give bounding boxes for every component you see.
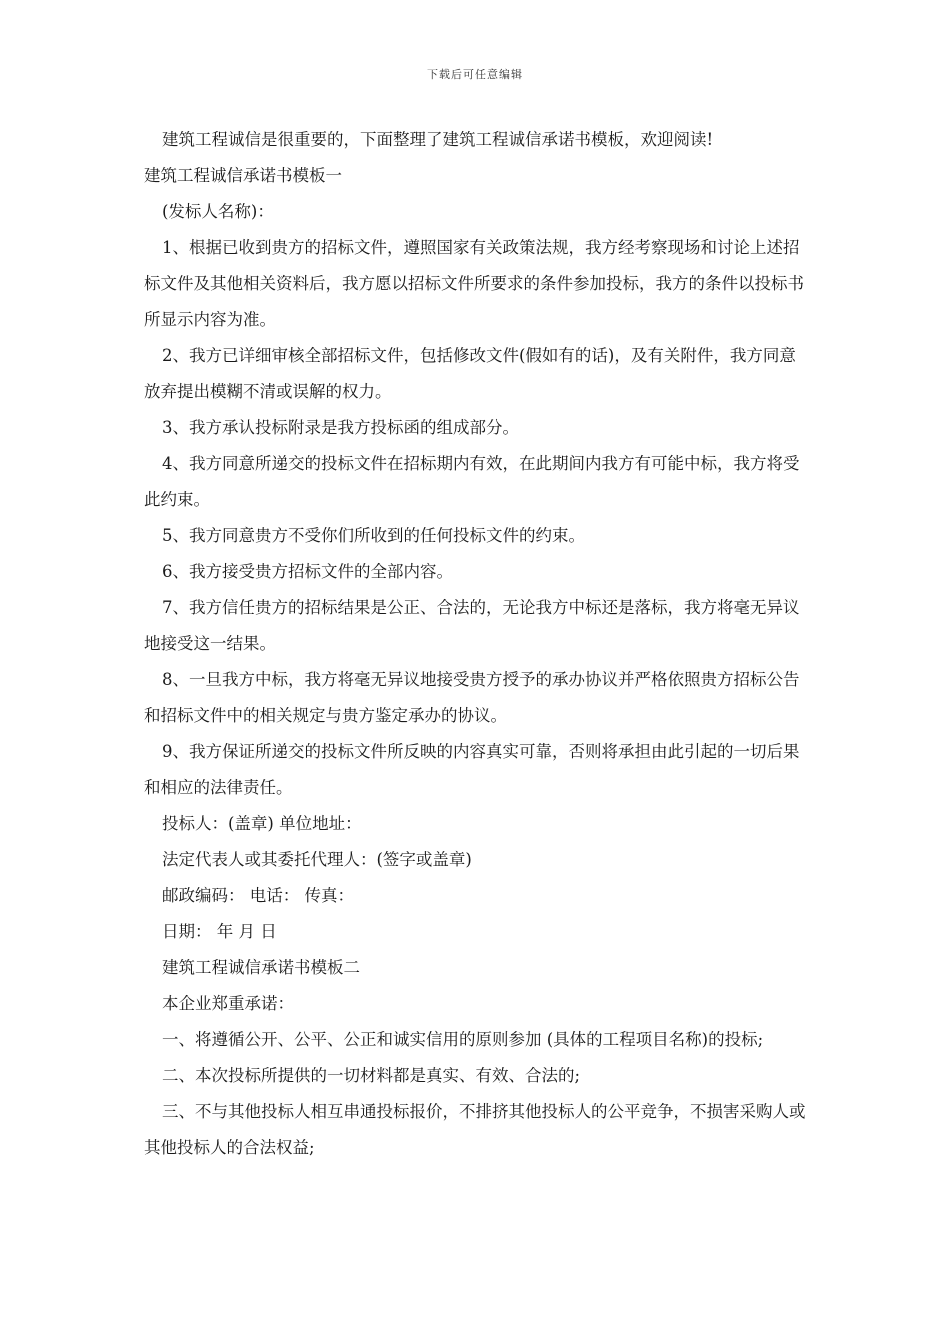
date-line: 日期： 年 月 日: [162, 922, 277, 941]
clause-5: 5、我方同意贵方不受你们所收到的任何投标文件的约束。: [162, 526, 585, 545]
contact-line: 邮政编码： 电话： 传真：: [162, 886, 354, 905]
clause-7: 7、我方信任贵方的招标结果是公正、合法的，无论我方中标还是落标，我方将毫无异议地接受这一结果。: [144, 598, 800, 653]
clause-8: 8、一旦我方中标，我方将毫无异议地接受贵方授予的承办协议并严格依照贵方招标公告和招标文件中的相关规定与贵方鉴定承办的协议。: [144, 670, 800, 725]
page-header: 下载后可任意编辑: [427, 68, 523, 81]
commitment-intro: 本企业郑重承诺：: [162, 994, 294, 1013]
document-body: [144, 122, 810, 1166]
clause-3: 3、我方承认投标附录是我方投标函的组成部分。: [162, 418, 519, 437]
commitment-2: 二、本次投标所提供的一切材料都是真实、有效、合法的;: [162, 1066, 581, 1085]
section-heading-two: 建筑工程诚信承诺书模板二: [162, 958, 360, 977]
commitment-1: 一、将遵循公开、公平、公正和诚实信用的原则参加 (具体的工程项目名称)的投标;: [162, 1030, 764, 1049]
clause-2: 2、我方已详细审核全部招标文件，包括修改文件(假如有的话)，及有关附件，我方同意放弃提出模糊不清或误解的权力。: [144, 346, 796, 401]
representative-line: 法定代表人或其委托代理人：(签字或盖章): [162, 850, 472, 869]
clause-4: 4、我方同意所递交的投标文件在招标期内有效，在此期间内我方有可能中标，我方将受此约束。: [144, 454, 800, 509]
clause-1: 1、根据已收到贵方的招标文件，遵照国家有关政策法规，我方经考察现场和讨论上述招标文件及其他相关资料后，我方愿以招标文件所要求的条件参加投标，我方的条件以投标书所显示内容为准。: [144, 238, 804, 329]
paragraph-intro: 建筑工程诚信是很重要的，下面整理了建筑工程诚信承诺书模板，欢迎阅读!: [162, 130, 714, 149]
section-heading-one: 建筑工程诚信承诺书模板一: [144, 166, 342, 185]
bidder-line: 投标人：(盖章) 单位地址：: [162, 814, 362, 833]
clause-6: 6、我方接受贵方招标文件的全部内容。: [162, 562, 453, 581]
commitment-3: 三、不与其他投标人相互串通投标报价，不排挤其他投标人的公平竞争，不损害采购人或其他投标人的合法权益;: [144, 1102, 806, 1157]
addressee-line: (发标人名称)：: [162, 202, 274, 221]
clause-9: 9、我方保证所递交的投标文件所反映的内容真实可靠，否则将承担由此引起的一切后果和相应的法律责任。: [144, 742, 800, 797]
